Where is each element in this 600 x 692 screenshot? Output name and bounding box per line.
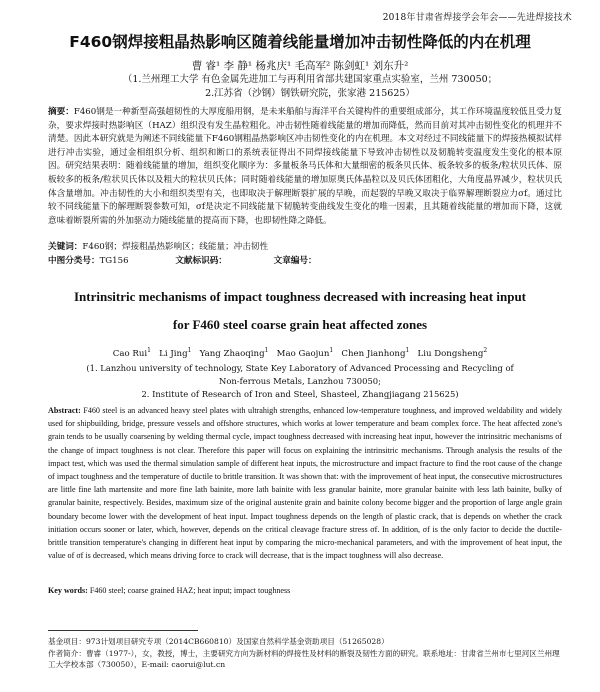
title-english [40,283,560,339]
document-code [175,255,249,268]
title-chinese: F460钢焊接粗晶热影响区随着线能量增加冲击韧性降低的内在机理 [69,33,531,51]
abstract-english [48,404,562,562]
affiliation-en-1: (1. Lanzhou university of technology, State Key Laboratory of Advanced Processing and Recycling of Non-ferrous Metals, Lanzhou 730050; [86,363,514,386]
keywords-en-text: F460 steel; coarse grained HAZ; heat input; impact toughness [89,586,291,595]
author-sup: 1 [187,347,192,354]
footnotes [48,636,562,671]
clc-label: 中图分类号： [48,256,100,266]
affiliation-cn-1: （1.兰州理工大学 有色金属先进加工与再利用省部共建国家重点实验室，兰州 730050； [122,74,498,85]
footnote-fund: 基金项目：973计划项目研究专项（2014CB660810）及国家自然科学基金资助项目（51265028） [48,637,389,646]
keywords-cn-label: 关键词： [48,242,83,252]
affiliation-en-2: 2. Institute of Research of Iron and Steel, Shasteel, Zhangjiagang 215625) [141,389,459,399]
author-sup: 1 [147,347,151,354]
keywords-cn-text: F460钢；焊接粗晶热影响区；线能量；冲击韧性 [82,242,269,252]
author-en: Mao Gaojun [276,348,330,359]
affiliations-english [80,362,520,401]
author-en: Li Jing [159,348,188,359]
doc-label: 文献标识码： [175,256,227,266]
author-sup: 1 [329,347,334,354]
clc-number [48,255,151,268]
abstract-cn-text: F460钢是一种新型高强超韧性的大厚度船用钢，是未来船舶与海洋平台关键构件的重要组成部分，其工作环境温度较低且受力复杂，要求焊接时热影响区（HAZ）组织没有发生晶粒粗化。冲击韧性随着线能量的增加而降低，然而目前对其冲击韧性变化的机理并不清楚。因此本研究就是为阐述不同线能量下F460钢粗晶热影响区冲击韧性变化的内在机理。本文对经过不同线能量下的焊接热模拟试样进行冲击实验，通过金相组织分析、组织和断口的系统表征得出不同焊接线能量下导致冲击韧性以及韧脆转变温度发生变化的根本原因。研究结果表明：随着线能量的增加，组织变化顺序为：多量板条马氏体和大量细密的板条贝氏体、板条较多的板条/粒状贝氏体、原板较多的板条/粒状贝氏体以及粗大的粒状贝氏体；同时随着线能量的增加原奥氏体晶粒以及贝氏体团粗化，大角度晶界减少，粒状贝氏体含量增加。冲击韧性的大小和组织类型有关，也即取决于解理断裂扩展的早晚，而起裂的早晚又取决于临界解理断裂应力σf。通过比较不同线能量下的解理断裂参数可知，σf是决定不同线能量下韧脆转变曲线发生变化的唯一因素，且其随着线能量的增加而下降，这就意味着断裂所需的外加驱动力随线能量的提高而下降，也即韧性降之降低。 [48,107,562,226]
author-en: Cao Rui [112,348,148,359]
authors-chinese: 曹 睿¹ 李 静¹ 杨兆庆¹ 毛高军² 陈剑虹¹ 刘东升² [191,60,409,72]
author-sup: 1 [405,347,410,354]
affiliation-cn-2: 2.江苏省（沙钢）钢铁研究院，张家港 215625） [205,88,415,99]
abstract-chinese [48,106,562,228]
authors-english [0,347,600,359]
abstract-en-text: F460 steel is an advanced heavy steel plates with ultrahigh strengths, enhanced low-temperature toughness, and improved weldability and widely used for shipbuilding, bridge, pressure vessels and offshore structures, which works at lower temperature and beam complex force. The heat affected zone's grain tends to be usually coarsening by welding thermal cycle, impact toughness decreased with increasing heat input, however the intrinsitric mechanisms of the change of impact toughness is not clear. Therefore this paper will focus on explaining the intrinsitric mechanisms. Through analysis the results of the impact test, which was used the thermal simulation sample of different heat inputs, the microstructure and impact fracture to find the root cause of the change of impact toughness and the temperature of ductile to brittle transition. It was shown that: with the improvement of heat input, the consecutive microstructures are little fine lath martensite and more fine lath bainite, more lath bainite with less granular bainite, more granular bainite with less lath bainite, bulky of granular bainite, respectively. Besides, maximum size of the original austenite grain and bainite colony become bigger and the proportion of large angle grain boundary become lower with the development of heat input. Impact toughness depends on the length of plastic crack, that is depends on whether the crack initiation occurs sooner or later, which, however, depends on the critical cleavage fracture stress σf. In addition, σf is the only factor to decide the ductile-brittle transition temperature's changing in different heat input by comparing the micro-mechanical parameters, and with the improvement of heat input, the value of σf is decreased, which means driving force to crack will decrease, that is the impact toughness will also decrease. [48,406,562,561]
keywords-en-label: Key words: [48,586,88,595]
footnote-divider [48,630,198,631]
author-en: Chen Jianhong [341,348,406,359]
classification-line [48,255,562,268]
abstract-cn-label: 摘要： [48,107,74,117]
affiliations-chinese [110,73,510,101]
title-en-line-2: for F460 steel coarse grain heat affected zones [172,317,428,332]
article-number [274,255,317,268]
footnote-author: 作者简介：曹睿（1977-），女，教授，博士，主要研究方向为新材料的焊接性及材料的断裂及韧性方面的研究。联系地址：甘肃省兰州市七里河区兰州理工大学校本部（730050），E-mail: caorui@lut.cn [48,648,560,669]
author-en: Yang Zhaoqing [199,348,265,359]
keywords-chinese [48,241,562,254]
keywords-english [48,584,562,597]
author-sup: 1 [264,347,269,354]
abstract-en-label: Abstract: [48,406,81,415]
article-label: 文章编号： [273,256,317,266]
author-sup: 2 [483,347,488,354]
running-header: 2018年甘肃省焊接学会年会——先进焊接技术 [382,13,572,23]
clc-value: TG156 [99,256,129,266]
title-en-line-1: Intrinsitric mechanisms of impact toughness decreased with increasing heat input [74,289,526,304]
author-en: Liu Dongsheng [417,348,484,359]
